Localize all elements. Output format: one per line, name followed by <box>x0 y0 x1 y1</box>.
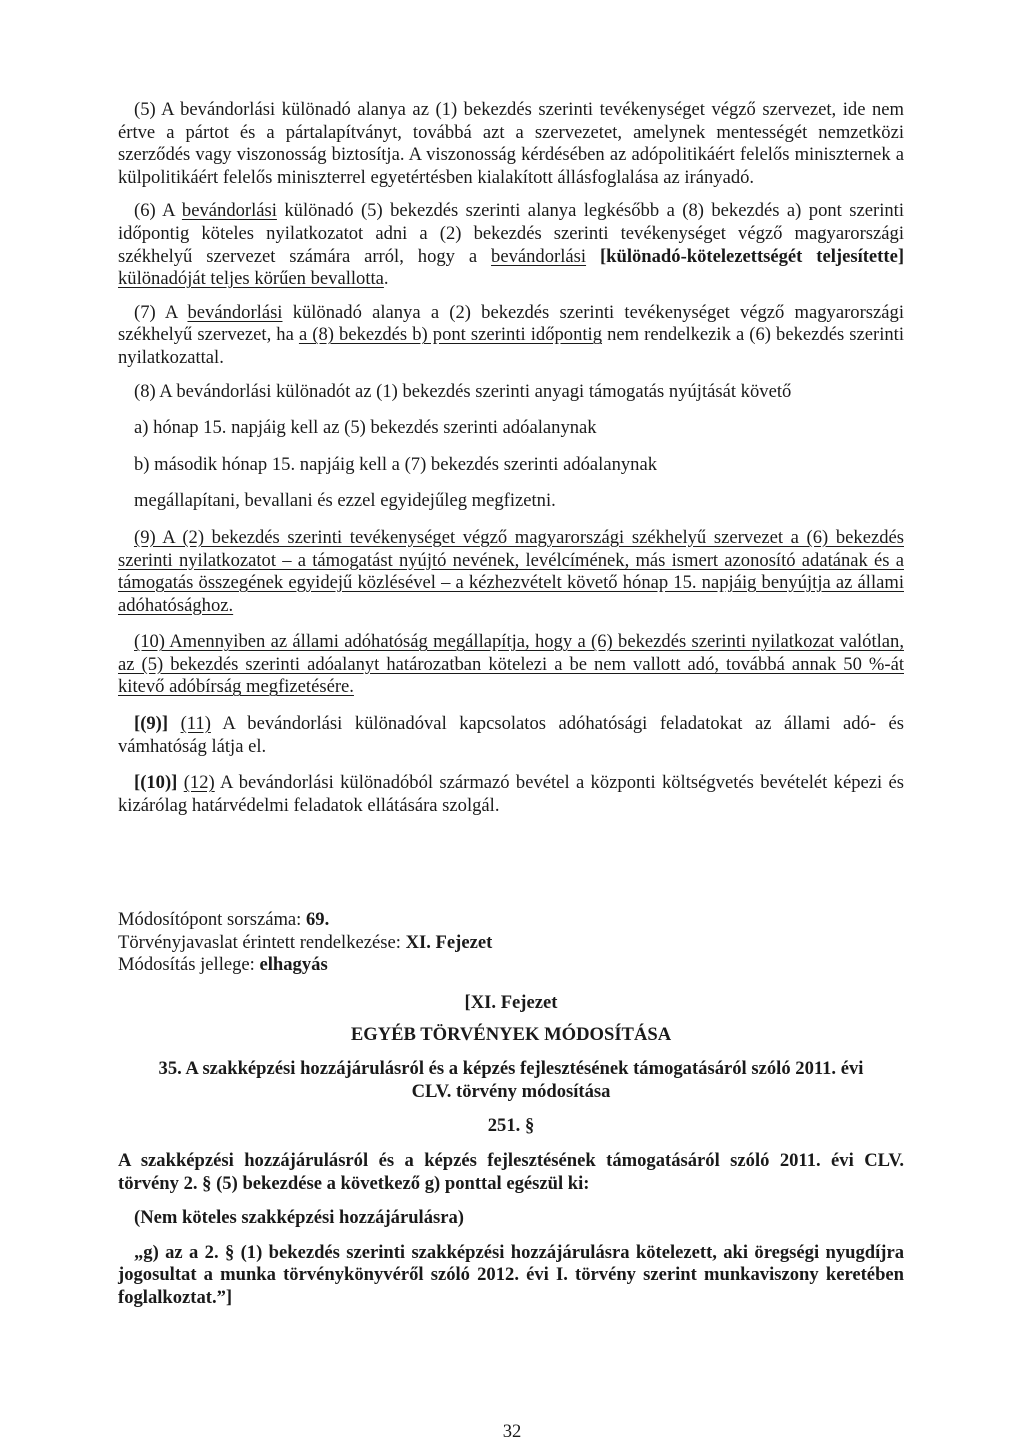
amending-intro: A szakképzési hozzájárulásról és a képzés fejlesztésének támogatásáról szóló 2011. évi CLV. törvény 2. § (5) bekezdése a következő g) ponttal egészül ki: <box>118 1149 904 1194</box>
amendment-text <box>118 99 904 817</box>
paragraph-12: [(10)] (12) A bevándorlási különadóból származó bevétel a központi költségvetés bevételét képezi és kizárólag határvédelmi feladatok ellátására szolgál. <box>118 772 904 816</box>
inserted-text: (11) <box>180 713 211 735</box>
paragraph-7: (7) A bevándorlási különadó alanya a (2) bekezdés szerinti tevékenységet végző magyarországi székhelyű szervezet, ha a (8) bekezdés b) pont szerinti időpontig nem rendelkezik a (6) bekezdés szerinti nyilatkozattal. <box>118 301 904 368</box>
amending-note: (Nem köteles szakképzési hozzájárulásra) <box>134 1207 464 1229</box>
inserted-text: bevándorlási <box>187 301 283 323</box>
deleted-text: [(9)] <box>134 713 169 735</box>
paragraph-8-point-b: b) második hónap 15. napjáig kell a (7) bekezdés szerinti adóalanynak <box>134 453 658 475</box>
page-number: 32 <box>502 1421 522 1442</box>
deleted-text: [(10)] <box>134 772 178 794</box>
paragraph-9: (9) A (2) bekezdés szerinti tevékenységet végző magyarországi székhelyű szervezet a (6) bekezdés szerinti nyilatkozatot – a támogatást nyújtó nevének, levélcímének, más ismert azonosító adatának és a támogatás összegének egyidejű közlésével – a kézhezvételt követő hónap 15. napjáig benyújtja az állami adóhatósághoz. <box>118 526 904 616</box>
deleted-text: [különadó-kötelezettségét teljesítette] <box>586 245 905 267</box>
inserted-text: bevándorlási <box>491 245 587 267</box>
meta-erintett: Törvényjavaslat érintett rendelkezése: XI. Fejezet <box>118 931 493 953</box>
paragraph-6: (6) A bevándorlási különadó (5) bekezdés szerinti alanya legkésőbb a (8) bekezdés a) pont szerinti időpontig köteles nyilatkozatot adni a (2) bekezdés szerinti tevékenységet végző magyarországi székhelyű szervezet számára arról, hogy a bevándorlási [különadó-kötelezettségét teljesítette] különadóját teljes körűen bevallotta. <box>118 200 905 290</box>
amendment-meta <box>118 909 904 977</box>
paragraph-5: (5) A bevándorlási különadó alanya az (1) bekezdés szerinti tevékenységet végző szervezet, ide nem értve a pártot és a pártalapítványt, továbbá azt a szervezetet, amelynek mentességét nemzetközi szerződés vagy viszonosság biztosítja. A viszonosság kérdésében az adópolitikáért felelős miniszternek a külpolitikáért felelős miniszterrel egyetértésben kialakított állásfoglalása az irányadó. <box>118 99 904 188</box>
inserted-text: (12) <box>183 772 215 794</box>
chapter-number: [XI. Fejezet <box>464 992 558 1013</box>
inserted-text: bevándorlási <box>181 200 277 222</box>
paragraph-10: (10) Amennyiben az állami adóhatóság megállapítja, hogy a (6) bekezdés szerinti nyilatkozat valótlan, az (5) bekezdés szerinti adóalanyt határozatban kötelezi a be nem vallott adó, továbbá annak 50 %-át kitevő adóbírság megfizetésére. <box>118 631 904 698</box>
deleted-section <box>118 992 904 1310</box>
inserted-text: a (8) bekezdés b) pont szerinti időpontig <box>298 324 603 346</box>
meta-sorszam: Módosítópont sorszáma: 69. <box>118 909 330 930</box>
paragraph-number: 251. § <box>487 1115 535 1137</box>
paragraph-8-point-a: a) hónap 15. napjáig kell az (5) bekezdés szerinti adóalanynak <box>134 417 597 439</box>
amending-point-g: „g) az a 2. § (1) bekezdés szerinti szakképzési hozzájárulásra kötelezett, aki öregségi nyugdíjra jogosultat a munka törvénykönyvéről szóló 2012. évi I. törvény szerint munkaviszony keretében foglalkoztat.”] <box>118 1241 904 1308</box>
subsection-title: 35. A szakképzési hozzájárulásról és a képzés fejlesztésének támogatásáról szóló 2011. évi CLV. törvény módosítása <box>158 1058 864 1102</box>
meta-jelleg: Módosítás jellege: elhagyás <box>118 954 328 976</box>
paragraph-11: [(9)] (11) A bevándorlási különadóval kapcsolatos adóhatósági feladatokat az állami adó- és vámhatóság látja el. <box>118 713 904 757</box>
paragraph-8: (8) A bevándorlási különadót az (1) bekezdés szerinti anyagi támogatás nyújtását követő <box>134 380 792 402</box>
chapter-title: EGYÉB TÖRVÉNYEK MÓDOSÍTÁSA <box>350 1023 672 1045</box>
paragraph-8-closing: megállapítani, bevallani és ezzel egyidejűleg megfizetni. <box>134 490 556 512</box>
inserted-text: különadóját teljes körűen bevallotta <box>118 268 384 290</box>
